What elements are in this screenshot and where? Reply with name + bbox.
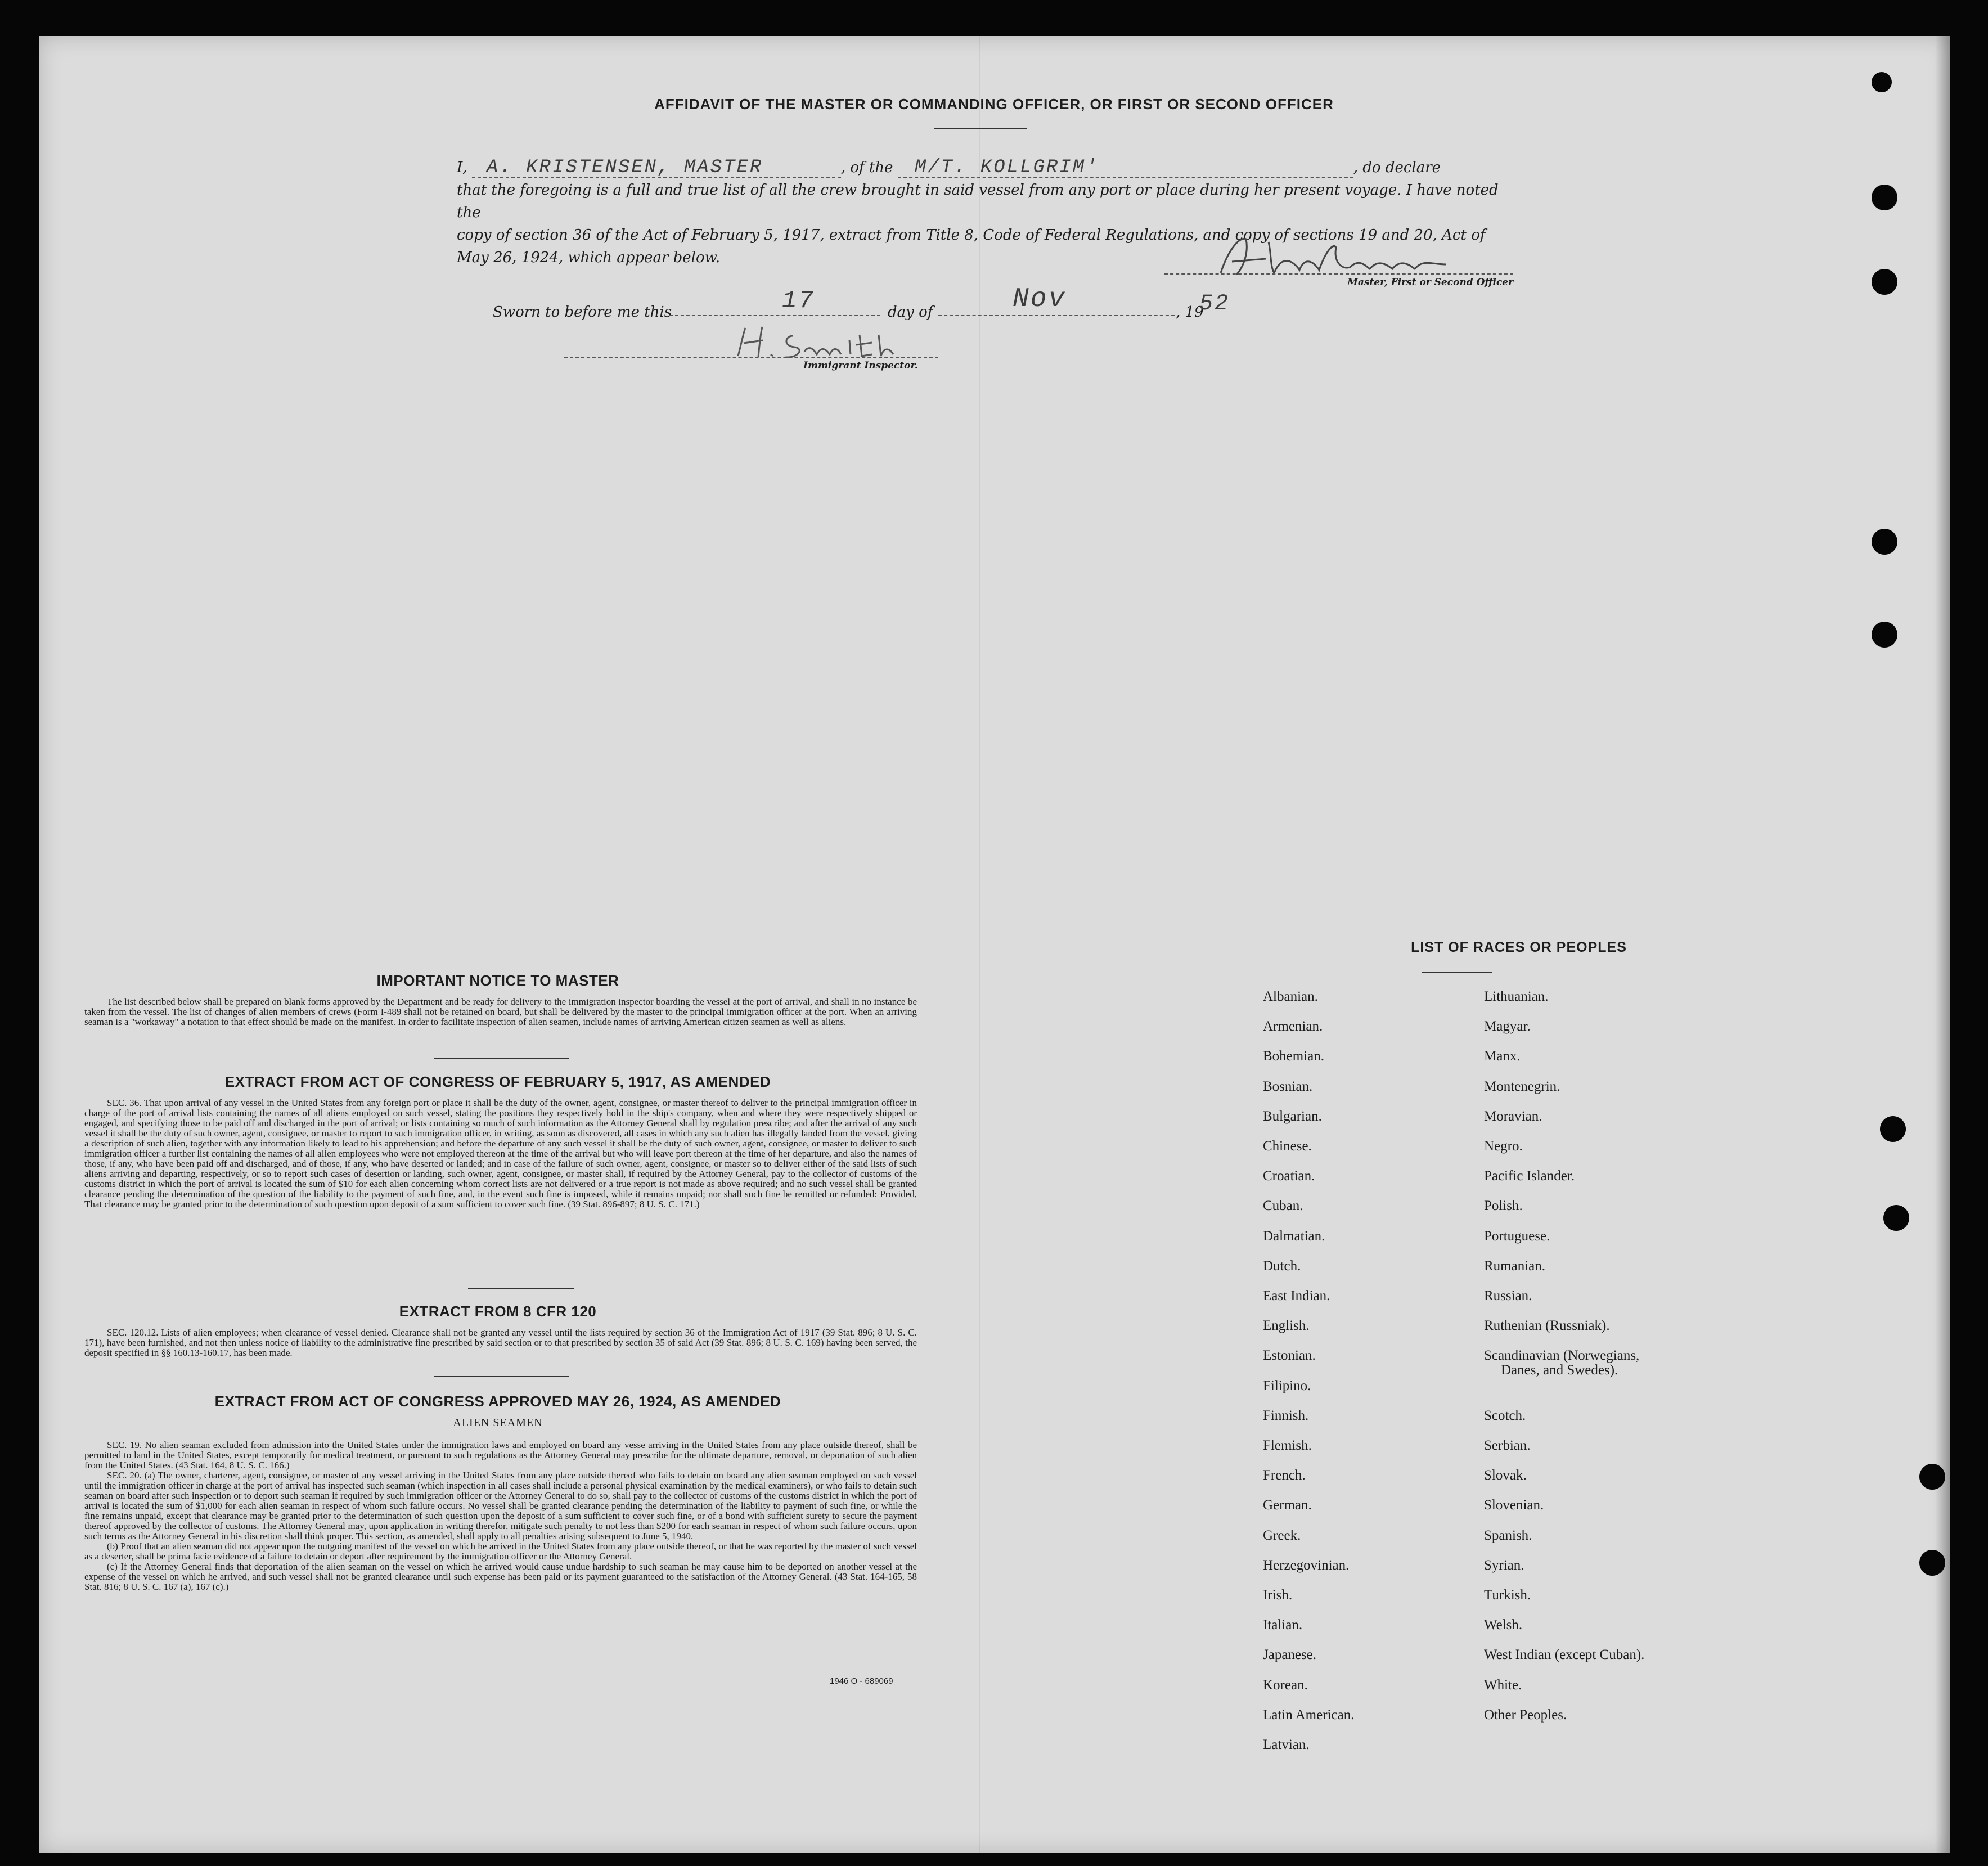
race-item: Slovak.: [1484, 1468, 1527, 1483]
sworn-day-field[interactable]: 17: [782, 287, 815, 315]
sworn-year-field[interactable]: 52: [1199, 291, 1230, 317]
affidavit-line-4: May 26, 1924, which appear below.: [457, 249, 721, 266]
act1917-title: EXTRACT FROM ACT OF CONGRESS OF FEBRUARY 5, 1917, AS AMENDED: [224, 1073, 771, 1090]
notice-rule: [434, 1058, 569, 1059]
race-item: Korean.: [1263, 1677, 1308, 1693]
act1924-title: EXTRACT FROM ACT OF CONGRESS APPROVED MAY 26, 1924, AS AMENDED: [214, 1393, 781, 1410]
race-item: Albanian.: [1263, 989, 1318, 1004]
inspector-signature-line: [564, 357, 938, 358]
punch-hole: [1919, 1550, 1945, 1576]
punch-hole: [1872, 185, 1897, 210]
sec20b-paragraph: (b) Proof that an alien seaman did not appear upon the outgoing manifest of the vessel on which he arrived in the United States from any place outside thereof, or that he was reported by the master of such vessel as a deserter, shall be prima facie evidence of a failure to detain or deport after requirement by the immigration officer or the Attorney General.: [84, 1541, 917, 1562]
notice-text: [84, 997, 917, 1027]
race-item: Greek.: [1263, 1527, 1301, 1543]
race-item: Croatian.: [1263, 1168, 1315, 1184]
race-item: Portuguese.: [1484, 1228, 1550, 1244]
race-item: Ruthenian (Russniak).: [1484, 1318, 1610, 1334]
race-item: Russian.: [1484, 1288, 1532, 1303]
race-item: Japanese.: [1263, 1647, 1317, 1663]
race-item: Polish.: [1484, 1198, 1523, 1214]
punch-hole: [1880, 1116, 1906, 1142]
race-item: German.: [1263, 1498, 1312, 1513]
punch-hole: [1872, 269, 1897, 295]
races-title-rule: [1422, 972, 1492, 973]
race-item: Italian.: [1263, 1617, 1303, 1633]
race-item: English.: [1263, 1318, 1310, 1334]
of-the-label: , of the: [840, 159, 893, 176]
race-item: Syrian.: [1484, 1557, 1524, 1573]
race-item: Bohemian.: [1263, 1049, 1325, 1064]
race-item: Pacific Islander.: [1484, 1168, 1575, 1184]
title-rule: [934, 128, 1027, 129]
notice-paragraph: The list described below shall be prepared on blank forms approved by the Department and be ready for delivery to the immigration inspector boarding the vessel at the port of arrival, and shall in no instance be taken from the vessel. The list of changes of alien members of crews (Form I-489 shall not be retained on board, but shall be delivered by the master to the principal immigration officer at the port. When an arriving seaman is a "workaway" a notation to that effect should be made on the manifest. In order to facilitate inspection of alien seamen, include names of arriving American citizen seamen as well as aliens.: [84, 996, 917, 1027]
signature-caption: Master, First or Second Officer: [1347, 277, 1514, 288]
sworn-month-field[interactable]: Nov: [1013, 284, 1067, 314]
sec20c-paragraph: (c) If the Attorney General finds that deportation of the alien seaman on the vessel on which he arrived would cause undue hardship to such seaman he may cause him to be deported on another vessel at the expense of the vessel on which he arrived, and such vessel shall not be granted clearance until such expense has been paid or its payment guaranteed to the satisfaction of the Attorney General. (43 Stat. 164-165, 58 Stat. 816; 8 U. S. C. 167 (a), 167 (c).): [84, 1561, 917, 1592]
act1924-text: [84, 1440, 917, 1592]
race-item: Irish.: [1263, 1588, 1293, 1603]
act1917-text: [84, 1098, 917, 1209]
cfr-paragraph: SEC. 120.12. Lists of alien employees; when clearance of vessel denied. Clearance shall not be granted any vessel until the lists required by section 36 of the Immigration Act of 1917 (39 Stat. 896; 8 U. S. C. 171), have been furnished, and not then unless notice of liability to the administrative fine prescribed by said section or to that prescribed by section 35 of said Act (39 Stat. 896; 8 U. S. C. 169) having been served, the deposit specified in §§ 160.13-160.17, has been made.: [84, 1327, 917, 1358]
inspector-caption: Immigrant Inspector.: [803, 360, 918, 371]
punch-hole: [1872, 622, 1897, 648]
race-item: Latvian.: [1263, 1737, 1310, 1752]
cfr-rule: [434, 1376, 569, 1377]
race-item: Cuban.: [1263, 1198, 1303, 1214]
vessel-name-field[interactable]: M/T. KOLLGRIM': [898, 159, 1353, 178]
races-title: LIST OF RACES OR PEOPLES: [1411, 939, 1627, 955]
punch-hole: [1919, 1464, 1945, 1490]
act1917-paragraph: SEC. 36. That upon arrival of any vessel in the United States from any foreign port or place it shall be the duty of the owner, agent, consignee, or master thereof to deliver to the principal immigration officer in charge of the port of arrival lists containing the names of all aliens employed on such vessel, stating the positions they respectively hold in the ship's company, when and where they were respectively shipped or engaged, and specifying those to be paid off and discharged in the port of arrival; or lists containing so much of such information as the Attorney General shall by regulation prescribe; and after the arrival of any such vessel it shall be the duty of such owner, agent, consignee, or master to report to such immigration officer, in writing, as soon as discovered, all cases in which any such alien has illegally landed from the vessel, giving a description of such alien, together with any information likely to lead to his apprehension; and before the departure of any such vessel it shall be the duty of such owner, agent, consignee, or master to deliver to such immigration officer a further list containing the names of all alien employees who were not employed thereon at the time of the arrival but who will leave port thereon at the time of her departure, and also the names of those, if any, who have been paid off and discharged, and of those, if any, who have deserted or landed; and in case of the failure of such owner, agent, consignee, or master so to deliver either of the said lists of such aliens arriving and departing, respectively, or so to report such cases of desertion or landing, such owner, agent, consignee, or master shall, if required by the Attorney General, pay to the collector of customs of the customs district in which the port of arrival is located the sum of $10 for each alien concerning whom correct lists are not delivered or a true report is not made as above required; and no such vessel shall be granted clearance pending the determination of the question of the liability to the payment of such fine, and, in the event such fine is imposed, while it remains unpaid; nor shall such fine be remitted or refunded: Provided, That clearance may be granted prior to the determination of such question upon deposit of a sum sufficient to cover such fine. (39 Stat. 896-897; 8 U. S. C. 171.): [84, 1098, 917, 1209]
race-item: French.: [1263, 1468, 1306, 1483]
race-item: Armenian.: [1263, 1019, 1323, 1035]
race-item: Bulgarian.: [1263, 1108, 1322, 1124]
act1917-rule: [468, 1288, 574, 1289]
affidavit-line-3: copy of section 36 of the Act of February 5, 1917, extract from Title 8, Code of Federal Regulations, and copy of sections 19 and 20, Act of: [457, 227, 1486, 244]
race-item: White.: [1484, 1677, 1522, 1693]
race-item: Spanish.: [1484, 1527, 1532, 1543]
race-item: Welsh.: [1484, 1617, 1523, 1633]
race-item: Scandinavian (Norwegians,: [1484, 1348, 1640, 1364]
affidavit-line-2: that the foregoing is a full and true list of all the crew brought in said vessel from any port or place during her present voyage. I have noted the: [457, 182, 1499, 221]
race-item: Herzegovinian.: [1263, 1557, 1350, 1573]
race-item: Dalmatian.: [1263, 1228, 1325, 1244]
race-item: Moravian.: [1484, 1108, 1542, 1124]
punch-hole: [1883, 1205, 1909, 1231]
race-item: Slovenian.: [1484, 1498, 1544, 1513]
act1924-subtitle: ALIEN SEAMEN: [453, 1417, 543, 1429]
master-name-field[interactable]: A. KRISTENSEN, MASTER: [472, 159, 841, 178]
race-item: Negro.: [1484, 1139, 1523, 1154]
print-code: 1946 O - 689069: [830, 1676, 893, 1686]
sworn-day-line: [669, 315, 880, 316]
affidavit-title: AFFIDAVIT OF THE MASTER OR COMMANDING OFFICER, OR FIRST OR SECOND OFFICER: [654, 96, 1334, 113]
notice-title: IMPORTANT NOTICE TO MASTER: [376, 972, 619, 989]
sec20a-paragraph: SEC. 20. (a) The owner, charterer, agent, consignee, or master of any vessel arriving in the United States from any place outside thereof who fails to detain on board any alien seaman employed on such vessel until the immigration officer in charge at the port of arrival has inspected such seaman (which inspection in all cases shall include a personal physical examination by the medical examiners), or who fails to detain such seaman on board after such inspection or to deport such seaman if required by such immigration officer or the Attorney General to do so, shall pay to the collector of customs of the customs district in which the port of arrival is located the sum of $1,000 for each alien seaman in respect of whom such failure occurs. No vessel shall be granted clearance pending the determination of the liability to payment of such fine, or while the fine remains unpaid, except that clearance may be granted prior to the determination of such question upon the deposit of a sum sufficient to cover such fine, or of a bond with sufficient surety to secure the payment thereof approved by the collector of customs. The Attorney General may, upon application in writing therefor, mitigate such penalty to not less than $200 for each seaman in respect of whom such failure occurs, upon such terms as the Attorney General in his discretion shall think proper. This section, as amended, shall apply to all penalties arising subsequent to June 5, 1940.: [84, 1470, 917, 1541]
race-item: Lithuanian.: [1484, 989, 1549, 1004]
race-item: Latin American.: [1263, 1707, 1355, 1723]
race-item: Other Peoples.: [1484, 1707, 1567, 1723]
cfr-text: [84, 1328, 917, 1358]
race-item: Finnish.: [1263, 1408, 1309, 1423]
punch-hole: [1872, 72, 1892, 92]
sworn-prefix: Sworn to before me this: [493, 304, 672, 321]
race-item: Chinese.: [1263, 1139, 1312, 1154]
race-item: Estonian.: [1263, 1348, 1316, 1364]
day-of-label: day of: [888, 304, 933, 321]
master-signature-line: [1164, 273, 1513, 275]
race-item: East Indian.: [1263, 1288, 1330, 1303]
race-item: West Indian (except Cuban).: [1484, 1647, 1645, 1663]
cfr-title: EXTRACT FROM 8 CFR 120: [399, 1303, 597, 1320]
race-item: Bosnian.: [1263, 1078, 1313, 1094]
race-item: Serbian.: [1484, 1438, 1531, 1453]
punch-hole: [1872, 529, 1897, 555]
affidavit-prefix: I,: [457, 159, 467, 176]
do-declare-label: , do declare: [1353, 159, 1441, 176]
race-item: Rumanian.: [1484, 1258, 1546, 1274]
page-fold: [979, 36, 980, 1853]
race-item: Scotch.: [1484, 1408, 1526, 1423]
race-item: Flemish.: [1263, 1438, 1312, 1453]
race-item: Montenegrin.: [1484, 1078, 1560, 1094]
race-item: Turkish.: [1484, 1588, 1531, 1603]
year-prefix: , 19: [1176, 304, 1204, 321]
race-item: Manx.: [1484, 1049, 1521, 1064]
sworn-month-line: [938, 315, 1175, 316]
sec19-paragraph: SEC. 19. No alien seaman excluded from admission into the United States under the immigration laws and employed on board any vesse arriving in the United States from any place outside thereof, shall be permitted to land in the United States, except temporarily for medical treatment, or pursuant to such regulations as the Attorney General may prescribe for the ultimate departure, removal, or deportation of such alien from the United States. (43 Stat. 164, 8 U. S. C. 166.): [84, 1440, 917, 1471]
race-item: Filipino.: [1263, 1378, 1311, 1393]
race-item: Dutch.: [1263, 1258, 1301, 1274]
page-edge-shadow: [1935, 36, 1950, 1853]
race-item: Danes, and Swedes).: [1501, 1363, 1618, 1378]
race-item: Magyar.: [1484, 1019, 1531, 1035]
